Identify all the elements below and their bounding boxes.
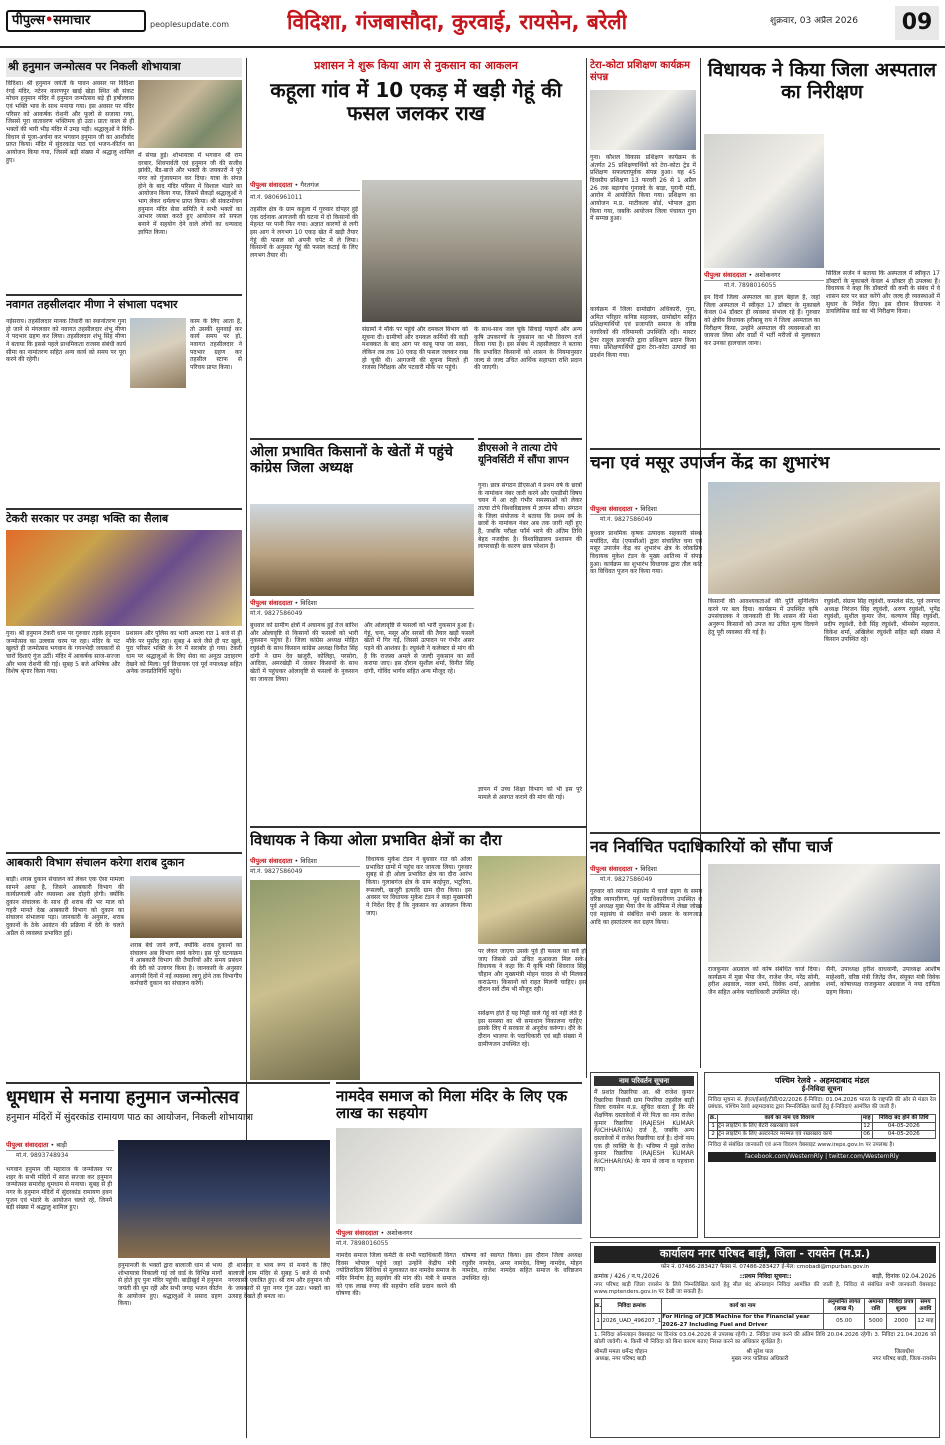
table-cell: 12 [863, 1123, 871, 1130]
kicker: प्रशासन ने शुरू किया आग से नुकसान का आकलन [314, 59, 518, 72]
article-tehsildar [6, 294, 242, 506]
table-header: निविदा क्रमांक [602, 1299, 662, 1314]
headline: डीएसओ ने तात्या टोपे यूनिवर्सिटी में सौंपा ज्ञापन [478, 438, 582, 469]
photo [708, 482, 940, 594]
article-hanuman-badi [6, 1082, 330, 1438]
notice-ref: क्रमांक / 426 / न.प./2026 [594, 1272, 660, 1280]
body-text: बाड़ी। शराब दुकान संचालन को लेकर एक ऐसा मामला सामने आया है, जिसने आबकारी विभाग की कार्यप्रणाली और व्यवस्था अब दोहरी होगी। क्योंकि दुकान संचालक के साथ ही शराब की भर माल को गहरी मानते देख आबकारी विभाग को दुकान का संचालन संभालना पड़ा। जानकारी के अनुसार, शराब दुकानों के ठेके आवंटन की प्रक्रिया में देरी के चलते अप्रैल से व्यवस्था प्रभावित हुई। [6, 876, 124, 937]
body-text-2: राजकुमार अग्रवाल को कोष संबंधित चार्ज दिया। कार्यक्रम में मुन्ना भैया जैन, राजेश जैन, नरेंद्र सोनी, हरीश अग्रवाल, नवल शर्मा, विवेक शर्मा, आलोक जैन सहित अनेक पदाधिकारी उपस्थित रहे। [708, 966, 820, 997]
mobile-number: मो.नं. 7898016055 [336, 1240, 389, 1247]
article-abkari [6, 852, 242, 1070]
notice-contact: फोन नं. 07486-283427 फैक्स नं. 07486-283427 ई-मेल: cmobadi@mpurban.gov.in [660, 1263, 870, 1270]
photo [6, 530, 242, 626]
table-header: समय अवधि [915, 1299, 935, 1314]
headline: विधायक ने किया जिला अस्पताल का निरीक्षण [707, 59, 937, 103]
website-link[interactable]: peoplesupdate.com [150, 20, 230, 29]
notice-body: निविदा सूचना सं. ईएल/ईआई/टीडी/02/2026 ई-निविदा: 01.04.2026 भारत के राष्ट्रपति की ओर से मंडल रेल प्रबंधक, पश्चिम रेलवे अहमदाबाद द्वारा निम्नलिखित कार्यों हेतु ई-निविदाएं आमंत्रित की जाती हैं। [708, 1097, 936, 1111]
table-header: निविदा बंद होने की तिथि [872, 1115, 935, 1123]
headline: विधायक ने किया ओला प्रभावित क्षेत्रों का दौरा [250, 826, 586, 853]
tender-table [708, 1114, 936, 1139]
reporter: पीपुल्स संवाददाता [250, 857, 293, 865]
article-congress-ola [250, 438, 474, 822]
article-tekri-sarkar [6, 508, 242, 848]
column-rule [586, 58, 587, 1078]
mobile-number: मो.नं. 9827586049 [600, 876, 653, 883]
notice-heading: पश्चिम रेलवे - अहमदाबाद मंडल [774, 1076, 870, 1085]
reporter-credit: पीपुल्स संवाददाता • गैरतगंज [250, 180, 360, 191]
reporter: पीपुल्स संवाददाता [250, 181, 293, 189]
mobile-number: मो.नं. 9893748934 [16, 1152, 69, 1159]
place: अशोकनगर [386, 1229, 413, 1237]
table-cell: 5000 [865, 1314, 887, 1329]
body-text-2: कार्यक्रम में जिला ग्रामोद्योग अधिकारी, गुना, अमित परिहार कनिष्ठ सहायक, ग्रामोद्योग सहित प्रशिक्षणार्थियों एवं प्रजापति समाज के वरिष्ठ नागरिकों की गरिमामयी उपस्थिति रही। मास्टर ट्रेनर राहुल प्रजापति द्वारा प्रशिक्षण प्रदान किया गया। प्रशिक्षणार्थियों द्वारा टेरा-कोटा उत्पादों का प्रदर्शन किया गया। [590, 306, 696, 360]
table-cell: 12 माह [915, 1314, 935, 1329]
table-cell: 2 [709, 1131, 718, 1139]
notice-terms: 1. निविदा ऑनलाइन वेबसाइट पर दिनांक 03.04.2026 से उपलब्ध रहेगी। 2. निविदा जमा करने की अंतिम तिथि 20.04.2026 रहेगी। 3. निविदा 21.04.2026 को खोली जावेगी। 4. किसी भी निविदा को बिना कारण बताए निरस्त करने का अधिकार सुरक्षित है। [594, 1331, 936, 1345]
article-chana-masoor [590, 448, 940, 830]
mobile-number: मो.नं. 9827586049 [600, 516, 653, 523]
body-text-2: सिविल सर्जन ने बताया कि अस्पताल में स्वीकृत 17 डॉक्टरों के मुकाबले केवल 4 डॉक्टर ही उपलब्ध हैं। विधायक ने कहा कि डॉक्टरों की कमी के संबंध में वे शासन स्तर पर बात करेंगे और जल्द ही व्यवस्थाओं में सुधार के निर्देश दिए। इस दौरान विधायक ने डायलिसिस वार्ड का भी निरीक्षण किया। [826, 270, 940, 316]
body-text-2: किसानों की आवश्यकताओं की पूर्ति सुनिश्चित करने पर बल दिया। कार्यक्रम में उपस्थित कृषि उपसंचालक ने जानकारी दी कि शासन की मंशा अनुरूप किसानों को उपज का उचित मूल्य दिलाने हेतु पूरी व्यवस्था की गई है। [708, 598, 818, 636]
notice-body: नगर परिषद बाड़ी जिला रायसेन के लिये निम्नलिखित कार्य हेतु सील बंद ऑनलाइन निविदा आमंत्रित की जाती है, निविदा से संबंधित सभी जानकारी वेबसाइट www.mptenders.gov.in पर देखी जा सकती है। [594, 1282, 936, 1296]
headline: कहूला गांव में 10 एकड़ में खड़ी गेहूं की फसल जलकर राख [270, 77, 562, 125]
table-header: कार्य का नाम [662, 1299, 824, 1314]
signature-block [873, 1349, 937, 1363]
table-cell: 04-05-2026 [872, 1123, 935, 1131]
notice-subheading: ई-निविदा सूचना [708, 1085, 936, 1095]
table-cell: 04-05-2026 [872, 1131, 935, 1139]
masthead [0, 0, 945, 48]
table-header-row [595, 1299, 936, 1314]
body-text-2: हनुमानजी के भक्तों द्वारा बालाजी धाम से भव्य शोभायात्रा निकाली गई जो वार्ड के विभिन्न मार्गों से होते हुए पुनः मंदिर पहुंची। बाड़ीखुर्द में हनुमान जयंती की धूम रही और सभी जगह भजन कीर्तन के आयोजन हुए। श्रद्धालुओं ने प्रसाद ग्रहण किया। [118, 1262, 222, 1308]
photo [590, 90, 696, 150]
newspaper-logo [6, 10, 146, 32]
name-change-notice [590, 1072, 698, 1238]
mobile-number: मो.नं. 7898016055 [724, 282, 777, 289]
photo [708, 864, 940, 962]
place: विदिशा [300, 857, 317, 865]
page-number: 09 [895, 6, 939, 40]
headline: श्री हनुमान जन्मोत्सव पर निकली शोभायात्रा [6, 58, 242, 77]
body-text: गुना। छात्र संगठन डीएसओ ने प्रथम वर्ष के छात्रों के नामांकन नंबर जारी करने और एमडीसी विषय चयन में आ रही गंभीर समस्याओं को लेकर तात्या टोपे विश्वविद्यालय में ज्ञापन सौंपा। संगठन के जिला संयोजक ने बताया कि प्रथम वर्ष के छात्रों के नामांकन नंबर अब तक जारी नहीं हुए हैं, जबकि परीक्षा फॉर्म भरने की अंतिम तिथि बेहद नजदीक है। विश्वविद्यालय प्रशासन की लापरवाही के कारण छात्र परेशान हैं। [478, 482, 582, 551]
photo [250, 504, 474, 596]
body-text: बुधवार को ग्रामीण क्षेत्रों में अचानक हुई तेज बारिश और ओलावृष्टि से किसानों की फसलों को भारी नुकसान पहुंचा है। जिला कांग्रेस अध्यक्ष मोहित रघुवंशी के साथ किसान कांग्रेस अध्यक्ष विनीत सिंह दांगी ने ग्राम देव खजूरी, कोलिहा, परसोरा, आदिवा, अमरखेड़ी में जाकर किसानों के साथ खेतों में पहुंचकर ओलावृष्टि से फसलों के नुकसान का जायजा लिया। [250, 622, 358, 683]
signatory-name: श्रीमती ममता धर्मेन्द्र चौहान [594, 1348, 648, 1355]
article-dso-gyapan [478, 438, 582, 822]
body-text: तहसील क्षेत्र के ग्राम कहूला में गुरुवार दोपहर हुई एक दर्दनाक आगजनी की घटना में दो किसानों की मेहनत पर पानी फिर गया। अज्ञात कारणों से लगी इस आग ने लगभग 10 एकड़ खेत में खड़ी तैयार गेहूं की फसल को अपनी चपेट में ले लिया। किसानों के अनुसार गेहूं की फसल कटाई के लिए लगभग तैयार थी। [250, 206, 358, 260]
body-text: बुधवार प्राथमिक कृषक उत्पादक सहकारी संस्था मर्यादित, सेंड (एफसीओ) द्वारा संचालित चना एवं मसूर उपार्जन केंद्र का शुभारंभ क्षेत्र के लोकप्रिय विधायक मुकेश टंडन के मुख्य आतिथ्य में संपन्न हुआ। कार्यक्रम का शुभारंभ विधायक द्वारा तौल कांटे का विधिवत पूजन कर किया गया। [590, 530, 702, 576]
table-cell: ट्रेन लाइटिंग के लिए बैटरी रखरखाव कार्य [718, 1123, 862, 1131]
body-text: विधायक मुकेश टंडन ने बुधवार रात को ओला प्रभावित ग्रामों में पहुंच कर जायजा लिया। गुरुवार सुबह से ही ओला प्रभावित क्षेत्र का दौरा आरंभ किया। गुलाबगंज क्षेत्र के ग्राम बरईपुरा, भटूरिया, रूसल्ली, खजूरी इत्यादि ग्राम दौरा किया। इस अवसर पर विधायक मुकेश टंडन ने कहा मुख्यमंत्री ने निर्देश दिए हैं कि नुकसान का आकलन किया जाए। [366, 856, 472, 917]
signatory-role: अध्यक्ष, नगर परिषद बाड़ी [595, 1355, 646, 1362]
table-header: क्र. [595, 1299, 602, 1314]
notice-footer: निविदा से संबंधित जानकारी एवं अन्य विवरण वेबसाइट www.ireps.gov.in पर उपलब्ध है। [708, 1142, 895, 1149]
body-text: विदिशा। श्री हनुमान जयंती के पावन अवसर पर विदिशा रंगई मंदिर, नटेरन कारणपुर खाई खेड़ा स्थित श्री संकट मोचन हनुमान मंदिर में हनुमान जन्मोत्सव बड़े ही हर्षोल्लास एवं भक्ति भाव के साथ मनाया गया। इस अवसर पर मंदिर परिसर को आकर्षक रोशनी और फूलों से सजाया गया, जिससे पूरा वातावरण भक्तिमय हो उठा। प्रातः काल से ही भक्तों की भारी भीड़ मंदिर में उमड़ पड़ी। श्रद्धालुओं ने विधि-विधान से पूजा-अर्चना कर भगवान हनुमान जी का आशीर्वाद प्राप्त किया। मंदिर में सुंदरकांड पाठ एवं भजन-कीर्तन का आयोजन किया गया, जिसमें बड़ी संख्या में श्रद्धालु शामिल हुए। [6, 80, 134, 164]
body-text-2: काम के लिए आता है, तो उसकी सुनवाई कर कार्य समय पर हो, नवागत तहसीलदार ने पदभार ग्रहण कर तहसील स्टाफ से परिचय प्राप्त किया। [190, 318, 242, 372]
table-header: निविदा प्रपत्र शुल्क [888, 1299, 914, 1313]
photo [336, 1128, 582, 1224]
reporter: पीपुल्स संवाददाता [590, 505, 633, 513]
table-cell: For Hiring of JCB Machine for the Financial year 2026-27 Including Fuel and Driver [662, 1314, 824, 1329]
place: गैरतगंज [300, 181, 319, 189]
photo [704, 134, 824, 268]
table-cell: 05.00 [823, 1314, 864, 1329]
subheadline: हनुमान मंदिरों में सुंदरकांड रामायण पाठ का आयोजन, निकली शोभायात्रा [6, 1111, 253, 1123]
headline: धूमधाम से मनाया हनुमान जन्मोत्सव [6, 1082, 330, 1113]
body-text-2: ज्ञापन में उच्च शिक्षा विभाग को भी इस पूरे मामले से अवगत कराने की मांग की गई। [478, 786, 582, 801]
table-header-row [709, 1115, 936, 1123]
logo-main: पीपुल्स [12, 13, 45, 28]
photo [362, 180, 582, 322]
body-text-3: सर्वेक्षण होते हैं यह मिट्टी वाले गेहूं को नहीं लेते हैं इस समस्या का भी समाधान निकालना चाहिए इसके लिए में सरकार से अनुरोध करूंगा। दौरे के दौरान भाजपा के पदाधिकारी एवं बड़ी संख्या में ग्रामीणजन उपस्थित रहे। [478, 1010, 582, 1048]
body-text: भगवान हनुमान जी महाराज के जन्मोत्सव पर शहर के सभी मंदिरों में साज सज्जा कर हनुमान जन्मोत्सव समारोह धूमधाम से मनाया। सुबह से ही नगर के हनुमान मंदिरों में सुंदरकांड रामायण हवन पूजन एवं भंडारे के आयोजन चलते रहे, जिनमें बड़ी संख्या में श्रद्धालु शामिल हुए। [6, 1166, 112, 1212]
photo [130, 876, 242, 938]
signatory-name: श्री सुरेश पाल [746, 1348, 774, 1355]
mobile-number: मो.नं. 9806961011 [250, 194, 303, 201]
body-text-2: शराब बेचे जाने लगी, क्योंकि शराब दुकानों का संचालन अब विभाग स्वयं करेगा। इस पूरे घटनाक्रम ने आबकारी विभाग की तैयारियों और समय प्रबंधन की देरी को उजागर किया है। जानकारी के अनुसार आगामी दिनों में नई व्यवस्था लागू होने तक विभागीय कर्मचारी दुकान का संचालन करेंगे। [130, 942, 242, 988]
body-text-3: ही शानदार व भव्य रूप से मनाने के लिए बालाजी धाम मंदिर से सुबह 5 बजे से सभी नगरवासी एकत्रित हुए। श्री राम और हनुमान जी के जयकारों से पूरा नगर गूंज उठा। भक्तों का उत्साह देखते ही बनता था। [228, 1262, 330, 1300]
attendee-names: रघुवंशी, संग्राम सिंह रघुवंशी, कमलेश सेठ, पूर्व जनपद अध्यक्ष निरंजन सिंह रघुवंशी, अरुण रघुवंशी, भूपेंद्र रघुवंशी, सुशील कुमार जैन, कल्याण सिंह रघुवंशी, प्रदीप रघुवंशी, देवी सिंह रघुवंशी, भीमसेन महाराज, विकेश शर्मा, अखिलेश रघुवंशी सहित बड़ी संख्या में किसान उपस्थित रहे। [824, 598, 940, 644]
place: विदिशा [640, 505, 657, 513]
signature-block [594, 1349, 647, 1363]
body-text: इन दिनों जिला अस्पताल का हाल बेहाल है, जहां जिला अस्पताल में स्वीकृत 17 डॉक्टर के मुकाबले केवल 04 डॉक्टर ही व्यवस्था संभाल रहे हैं। गुरुवार को क्षेत्रीय विधायक हरीबाबू राय ने जिला अस्पताल का निरीक्षण किया, उन्होंने अस्पताल की व्यवस्थाओं का जायजा लिया और वार्डों में भर्ती मरीजों से मुलाकात कर उनका हालचाल जाना। [704, 294, 820, 348]
body-text: नईसराय। तहसीलदार मानक तिवारी का स्थानांतरण गुना हो जाने से मंगलवार को नवागत तहसीलदार शंभू मीणा ने पदभार ग्रहण कर लिया। तहसीलदार शंभू सिंह मीणा ने बताया कि इससे पहले प्राथमिकता राजस्व संबंधी कार्य सीमा का नामांतरण सहित अन्य कार्य को समय पर पूरा करने की रहेगी। [6, 318, 126, 364]
table-cell: 06 [863, 1131, 871, 1138]
railway-tender-notice [704, 1072, 940, 1238]
body-text-2: में संपन्न हुई। शोभायात्रा में भगवान श्री राम दरबार, शिवपार्वती एवं हनुमान जी की सजीव झांकी, बैंड-बाजे और भक्तों के जयकारों ने पूरे नगर को गुंजायमान कर दिया। यात्रा के संपन्न होने के बाद मंदिर परिसर में विशाल भंडारे का आयोजन किया गया, जिसमें सैकड़ों श्रद्धालुओं ने भाग लेकर धर्मलाभ प्राप्त किया। श्री संकटमोचन हनुमान मंदिर सेवा समिति ने सभी भक्तों का आभार व्यक्त करते हुए आयोजन को सफल बनाने में सहयोग देने वाले लोगों का धन्यवाद ज्ञापित किया। [138, 152, 242, 236]
headline: चना एवं मसूर उपार्जन केंद्र का शुभारंभ [590, 448, 940, 478]
photo-2 [478, 856, 586, 944]
logo-separator: • [44, 13, 54, 28]
table-cell: 2026_UAD_496207_1 [602, 1314, 662, 1329]
mobile-number: मो.नं. 9827586049 [250, 868, 303, 875]
headline: ओला प्रभावित किसानों के खेतों में पहुंचे कांग्रेस जिला अध्यक्ष [250, 438, 474, 480]
article-trade-union-charge [590, 832, 940, 1068]
mobile-number: मो.नं. 9827586049 [250, 610, 303, 617]
table-cell: 1 [595, 1314, 602, 1329]
table-row [709, 1131, 936, 1139]
photo [130, 318, 186, 388]
table-header: क्र. [709, 1115, 717, 1122]
body-text-2: घोषणा को स्वागत किया। इस दौरान जिला अध्यक्ष रघुवीर नामदेव, अमर नामदेव, विष्णु नामदेव, मोहन नामदेव, राजेश नामदेव सहित समाज के वरिष्ठजन उपस्थित रहे। [462, 1252, 582, 1283]
body-text-3: सैनी, उपाध्यक्ष हरीश वाधवानी, उपाध्यक्ष आशीष माहेश्वरी, वरिष्ठ मंत्री जितेंद्र जैन, संयुक्त मंत्री विवेक शर्मा, कोषाध्यक्ष राजकुमार अग्रवाल ने नया दायित्व ग्रहण किया। [826, 966, 940, 997]
place: अशोकनगर [754, 271, 781, 279]
body-text-2: संग्रामों ने मौके पर पहुंचे और दमकल विभाग को सूचना दी। ग्रामीणों और दमकल कर्मियों की कड़ी मशक्कत के बाद आग पर काबू पाया जा सका, लेकिन तब तक 10 एकड़ की फसल जलकर राख हो चुकी थी। आगजनी की सूचना मिलते ही राजस्व निरीक्षक और पटवारी मौके पर पहुंचे। [362, 326, 468, 372]
tender-table [594, 1298, 936, 1329]
body-text: नामदेव समाज जिला कमेटी के सभी पदाधिकारी विगत दिवस भोपाल पहुंचे जहां उन्होंने केंद्रीय मंत्री ज्योतिरादित्य सिंधिया से मुलाकात कर नामदेव समाज के मंदिर निर्माण हेतु सहयोग की मांग की। मंत्री ने समाज को एक लाख रुपए की सहयोग राशि प्रदान करने की घोषणा की। [336, 1252, 456, 1298]
logo-second: समाचार [53, 13, 91, 28]
notice-body: मैं प्रशांत रिछारिया आ. श्री राजेश कुमार रिछारिया निवासी ग्राम पिपरिया तहसील बाड़ी जिला रायसेन म.प्र. सूचित करता हूँ कि मेरे शैक्षणिक दस्तावेजों में मेरे पिता का नाम राजेश कुमार रिछारिया (RAJESH KUMAR RICHHARIYA) दर्ज है, जबकि अन्य दस्तावेजों में राजेश रिछारिया दर्ज है। दोनों नाम एक ही व्यक्ति के हैं। भविष्य में मुझे राजेश कुमार रिछारिया (RAJESH KUMAR RICHHARIYA) के नाम से जाना व पहचाना जाए। [594, 1089, 694, 1173]
edition-cities: विदिशा, गंजबासौदा, कुरवाई, रायसेन, बरेली [287, 10, 628, 34]
reporter-credit: पीपुल्स संवाददाता • विदिशा [590, 504, 700, 515]
signatory-role: नगर परिषद बाड़ी, जिला-रायसेन [872, 1355, 936, 1362]
reporter-credit: पीपुल्स संवाददाता • अशोकनगर [704, 270, 824, 281]
reporter-credit: पीपुल्स संवाददाता • अशोकनगर [336, 1228, 582, 1239]
article-hospital-inspection [704, 58, 940, 446]
table-row [709, 1123, 936, 1131]
headline: टेकरी सरकार पर उमड़ा भक्ति का सैलाब [6, 508, 242, 529]
table-header: माह [862, 1115, 871, 1122]
table-header: अनुमानित लागत (लाख में) [823, 1299, 864, 1314]
notice-heading: कार्यालय नगर परिषद बाड़ी, जिला - रायसेन (म.प्र.) [594, 1246, 936, 1263]
notice-ref-line [594, 1273, 936, 1281]
body-text-2: और ओलावृष्टि से फसलों को भारी नुकसान हुआ है। गेहूं, चना, मसूर और सरसों की तैयार खड़ी फसलें खेतों में गिर गईं, जिससे उत्पादन पर गंभीर असर पड़ने की आशंका है। रघुवंशी ने कलेक्टर से मांग की है कि राजस्व अमले से जल्दी नुकसान का सर्वे कराया जाए। इस दौरान सुशील शर्मा, विनीत सिंह दांगी, गोविंद भार्गव सहित अन्य मौजूद रहे। [364, 622, 474, 676]
signatory-name: जिलाधीश [894, 1348, 914, 1355]
reporter-credit: पीपुल्स संवाददाता • विदिशा [250, 856, 360, 867]
headline: नामदेव समाज को मिला मंदिर के लिए एक लाख का सहयोग [336, 1082, 582, 1127]
signatures [594, 1349, 936, 1363]
photo [138, 80, 242, 148]
reporter-credit: पीपुल्स संवाददाता • विदिशा [590, 864, 700, 875]
nagar-parishad-tender [590, 1242, 940, 1438]
photo [118, 1140, 330, 1258]
place: बाड़ी [56, 1141, 67, 1149]
reporter-credit: पीपुल्स संवाददाता • बाड़ी [6, 1140, 114, 1151]
reporter: पीपुल्स संवाददाता [336, 1229, 379, 1237]
table-cell: ट्रेन लाइटिंग के लिए अल्टरनेटर मरम्मत एवं रखरखाव कार्य [718, 1131, 862, 1139]
reporter: पीपुल्स संवाददाता [590, 865, 633, 873]
issue-date: शुक्रवार, 03 अप्रैल 2026 [770, 16, 858, 26]
body-text: गुना। कौशल विकास प्रशिक्षण कार्यक्रम के अंतर्गत 25 प्रशिक्षणार्थियों को टेरा-कोटा ट्रेड में प्रशिक्षण सफलतापूर्वक संपन्न हुआ। यह 45 दिवसीय प्रशिक्षण 13 फरवरी 26 से 1 अप्रैल 26 तक बड़ागांव गुनावदे के बाड़ा, पुरानी मंडी, आरोन में आयोजित किया गया। प्रशिक्षण का आयोजन म.प्र. माटीकला बोर्ड, भोपाल द्वारा किया गया, जबकि आयोजन जिला पंचायत गुना में सम्पन्न हुआ। [590, 154, 696, 223]
reporter: पीपुल्स संवाददाता [6, 1141, 49, 1149]
signature-block [731, 1349, 788, 1363]
photo [250, 880, 360, 1080]
article-namdev-samaj [336, 1082, 582, 1438]
table-cell: 2000 [887, 1314, 915, 1329]
headline: टेरा-कोटा प्रशिक्षण कार्यक्रम संपन्न [590, 60, 690, 83]
reporter: पीपुल्स संवाददाता [704, 271, 747, 279]
table-header: कार्य का नाम एवं विवरण [718, 1115, 862, 1123]
body-text: गुना। श्री हनुमान टेकरी धाम पर गुरुवार तड़के हनुमान जन्मोत्सव का उल्लास चरम पर रहा। मंदिर के पट खुलते ही जन्मोत्सव भगवान के गगनभेदी जयकारों से चारों दिशाएं गूंज उठीं। मंदिर में आकर्षक साज-सज्जा और भव्य रोशनी की गई। सुबह 5 बजे अभिषेक और विशेष श्रृंगार किया गया। [6, 630, 120, 676]
reporter: पीपुल्स संवाददाता [250, 599, 293, 607]
table-cell: 1 [709, 1123, 718, 1131]
notice-subheading: ::प्रथम निविदा सूचना:: [739, 1272, 792, 1280]
headline: नव निर्वाचित पदाधिकारियों को सौंपा चार्ज [590, 832, 940, 860]
body-text-3: के साथ-साथ जल चुके सिंचाई पाइपों और अन्य कृषि उपकरणों के नुकसान का भी विवरण दर्ज किया गया है। इस संबंध में तहसीलदार ने बताया कि प्रभावित किसानों को शासन के नियमानुसार जल्द से जल्द उचित आर्थिक सहायता राशि प्रदान की जाएगी। [474, 326, 582, 372]
place: विदिशा [300, 599, 317, 607]
body-text-2: प्रशासन और पुलिस का भारी अमला रात 1 बजे से ही मौके पर मुस्तैद रहा। सुबह 4 बजे जैसे ही पट खुले, पूरा परिसर भक्ति के रंग में सराबोर हो गया। टेकरी धाम पर श्रद्धालुओं के लिए सेवा का अनूठा उदाहरण देखने को मिला। पूर्व विधायक एवं पूर्व नपाध्यक्ष सहित अनेक जनप्रतिनिधि पहुंचे। [126, 630, 242, 676]
headline: आबकारी विभाग संचालन करेगा शराब दुकान [6, 852, 242, 873]
social-links[interactable]: facebook.com/WesternRly | twitter.com/WesternRly [708, 1152, 936, 1162]
reporter-credit: पीपुल्स संवाददाता • विदिशा [250, 598, 474, 609]
notice-heading: नाम परिवर्तन सूचना [594, 1076, 694, 1086]
headline: नवागत तहसीलदार मीणा ने संभाला पदभार [6, 294, 242, 315]
place: विदिशा [640, 865, 657, 873]
article-hanuman-shobhayatra [6, 58, 242, 290]
body-text-2: पर लेकर जाएगा उसके पूर्व ही फसल का सर्वे हो जाए जिससे उसे उचित मुआवजा मिल सके। विधायक ने कहा कि मैं कृषि मंत्री शिवराज सिंह चौहान और मुख्यमंत्री मोहन यादव से भी मिलकर कराऊंगा। किसानों को राहत मिलनी चाहिए। इस दौरान सर्वे टीम भी मौजूद रही। [478, 948, 586, 994]
signatory-role: मुख्य नगर पालिका अधिकारी [731, 1355, 789, 1362]
notice-date: बाड़ी, दिनांक 02.04.2026 [871, 1272, 936, 1280]
article-terracotta [590, 58, 696, 432]
table-header: अमानत राशि [865, 1299, 887, 1314]
article-fire-kahula [250, 58, 582, 434]
body-text: गुरुवार को व्यापार महासंघ में चार्ज ग्रहण के समय वरिष्ठ व्यापारीगण, पूर्व पदाधिकारीगण उपस्थित थे पूर्व अध्यक्ष मुन्ना भैया जैन के ऑफिस में लेखा जोखा एवं महासंघ से संबंधित सभी प्रकार के कागजात आदि का हस्तांतरण कर ग्रहण किया। [590, 888, 702, 926]
table-row [595, 1314, 936, 1329]
